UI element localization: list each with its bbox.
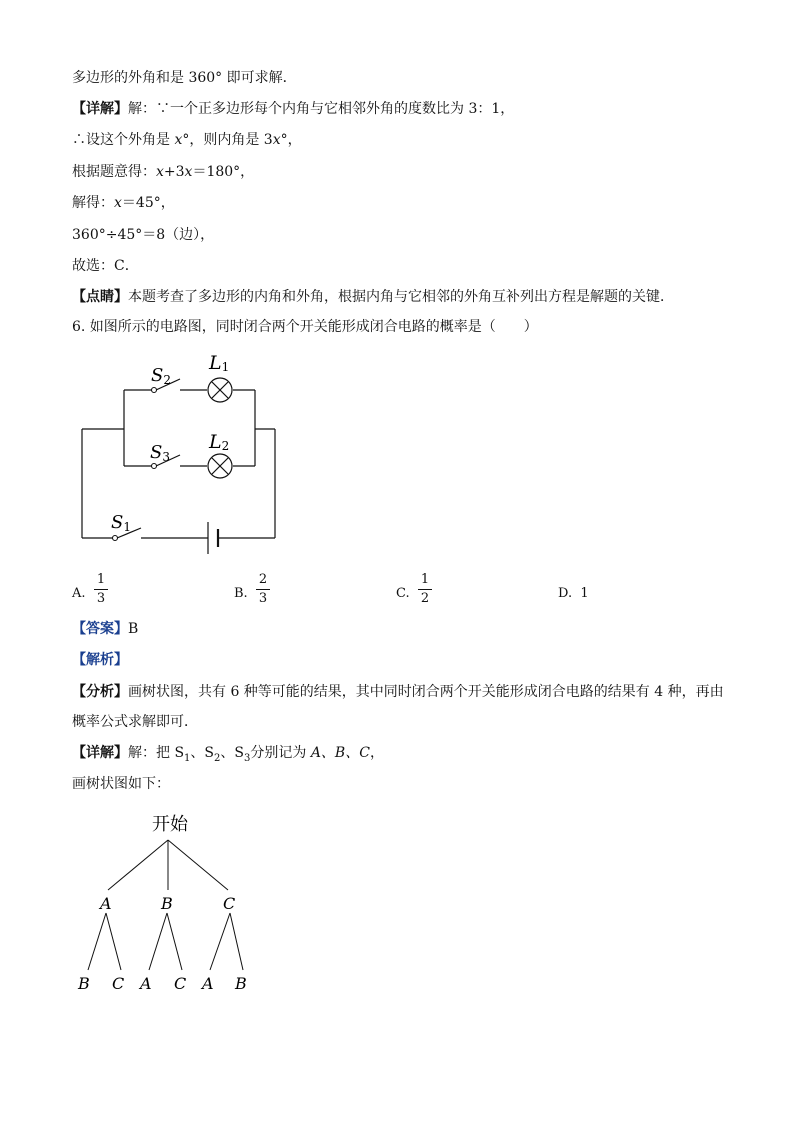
text-line-3: ∴设这个外角是 x°，则内角是 3x°， [72, 132, 302, 148]
s1-contact-icon [113, 536, 118, 541]
s2-contact-icon [152, 388, 157, 393]
label-s2: S2 [151, 365, 171, 387]
label-l1: L1 [209, 352, 230, 374]
answer-line: 【答案】B [72, 621, 139, 637]
tree-leaf-4: C [174, 974, 187, 993]
s3-contact-icon [152, 464, 157, 469]
tree-node-b: B [161, 894, 173, 913]
tree-leaf-5: A [202, 974, 214, 993]
label-l2: L2 [209, 431, 230, 453]
answer-tag: 【答案】 [72, 621, 128, 637]
tree-leaf-1: B [78, 974, 90, 993]
tree-intro: 画树状图如下： [72, 776, 170, 792]
question-6: 6. 如图所示的电路图，同时闭合两个开关能形成闭合电路的概率是（ ） [72, 319, 538, 335]
dianjing-tag: 【点睛】 [72, 289, 128, 305]
detail-tag-2: 【详解】 [72, 745, 128, 761]
text-line-6: 360°÷45°＝8（边）， [72, 227, 215, 243]
tree-node-c: C [223, 894, 236, 913]
detail-tag: 【详解】 [72, 101, 128, 117]
label-s3: S3 [150, 442, 170, 464]
label-s1: S1 [111, 512, 131, 534]
fenxi-line: 【分析】画树状图，共有 6 种等可能的结果，其中同时闭合两个开关能形成闭合电路的结果有 4 种，再由 [72, 684, 724, 700]
tree-leaf-6: B [235, 974, 247, 993]
analysis-tag: 【解析】 [72, 652, 128, 668]
fenxi-tag: 【分析】 [72, 684, 128, 700]
detail-line: 【详解】解：把 $S_1$、$S_2$、$S_3$分别记为 A、B、C， [72, 745, 384, 764]
analysis-line [72, 651, 128, 669]
text-line-5: 解得：x＝45°， [72, 195, 175, 211]
text-line-4: 根据题意得：x+3x＝180°， [72, 164, 255, 180]
tree-root: 开始 [152, 814, 188, 835]
fenxi-line-2: 概率公式求解即可． [72, 714, 198, 730]
text-line-8: 【点睛】本题考查了多边形的内角和外角，根据内角与它相邻的外角互补列出方程是解题的关键． [72, 289, 674, 305]
tree-leaf-3: A [140, 974, 152, 993]
text-line-1: 多边形的外角和是 360° 即可求解． [72, 70, 297, 86]
tree-node-a: A [100, 894, 112, 913]
option-d: D. 1 [558, 586, 589, 601]
text-line-7: 故选：C． [72, 258, 139, 274]
tree-leaf-2: C [112, 974, 125, 993]
text-line-2: 【详解】解：∵一个正多边形每个内角与它相邻外角的度数比为 3：1， [72, 101, 515, 117]
